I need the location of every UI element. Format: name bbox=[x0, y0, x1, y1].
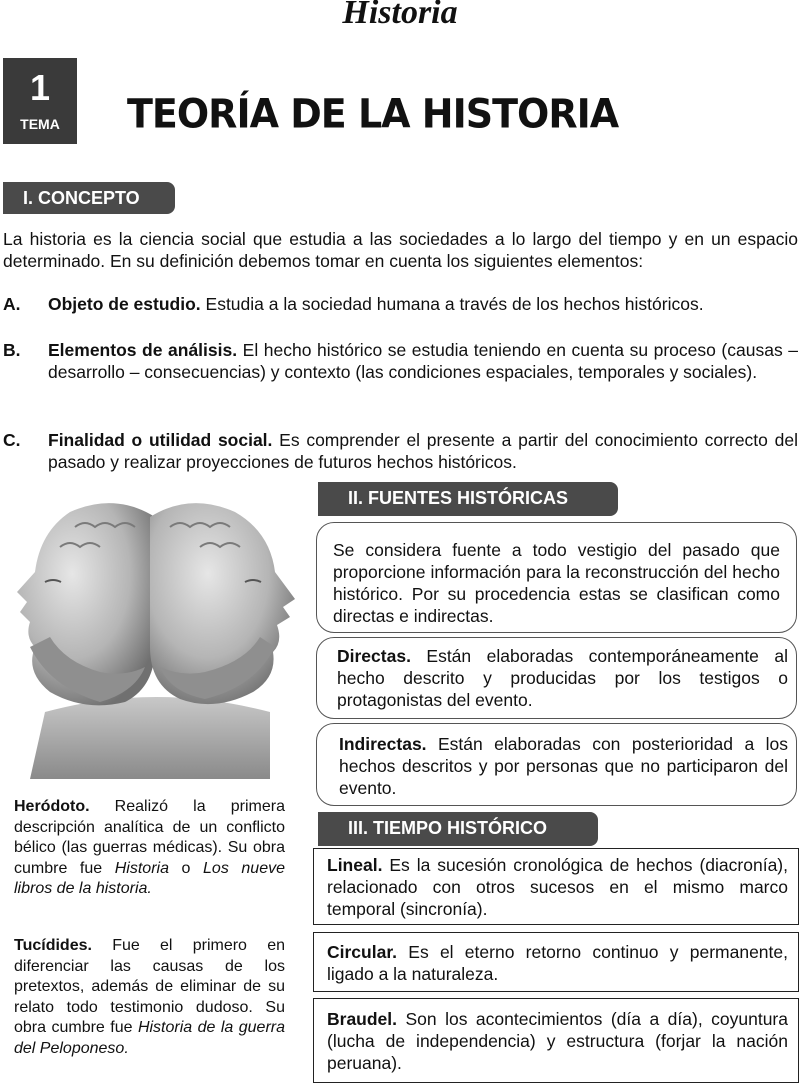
tema-number: 1 bbox=[29, 67, 51, 108]
caption-herodoto bbox=[14, 797, 285, 900]
caption-tucidides-text: Fue el primero en diferenciar las causas de los pretextos, además de eliminar de su relato todo testimonio dudoso. Su obra cumbre fue bbox=[14, 937, 285, 1036]
indirectas-term: Indirectas. bbox=[339, 734, 427, 754]
caption-herodoto-term: Heródoto. bbox=[14, 798, 90, 815]
braudel-term: Braudel. bbox=[327, 1009, 398, 1029]
item-a-text: Estudia a la sociedad humana a través de los hechos históricos. bbox=[200, 294, 704, 314]
directas-box bbox=[316, 637, 797, 719]
caption-tucidides-work: Historia de la guerra del Peloponeso bbox=[14, 1019, 285, 1057]
indirectas-desc: Están elaboradas con posterioridad a los hechos descritos y por personas que no participaron del evento. bbox=[339, 734, 788, 798]
section-fuentes-label: II. FUENTES HISTÓRICAS bbox=[318, 482, 618, 516]
braudel-desc: Son los acontecimientos (día a día), coyuntura (lucha de independencia) y estructura (forjar la nación peruana). bbox=[327, 1009, 788, 1073]
caption-herodoto-mid: o bbox=[168, 859, 204, 877]
header-subject: Historia bbox=[342, 0, 458, 31]
circular-term: Circular. bbox=[327, 942, 398, 962]
item-a bbox=[48, 293, 798, 315]
tema-label: TEMA bbox=[20, 116, 60, 132]
lineal-box bbox=[313, 848, 799, 925]
concepto-intro: La historia es la ciencia social que estudia a las sociedades a lo largo del tiempo y en un espacio determinado. En su definición debemos tomar en cuenta los siguientes elementos: bbox=[3, 229, 798, 271]
item-c-text: Es comprender el presente a partir del conocimiento correcto del pasado y realizar proyecciones de futuros hechos históricos. bbox=[48, 430, 798, 472]
item-c-term: Finalidad o utilidad social. bbox=[48, 430, 273, 450]
directas-text bbox=[337, 645, 788, 711]
item-b-text: El hecho histórico se estudia teniendo en cuenta su proceso (causas – desarrollo – consecuencias) y contexto (las condiciones espaciales, temporales y sociales). bbox=[48, 340, 798, 382]
circular-desc: Es el eterno retorno continuo y permanente, ligado a la naturaleza. bbox=[327, 942, 788, 984]
lineal-term: Lineal. bbox=[327, 855, 383, 875]
caption-herodoto-work1: Historia bbox=[114, 859, 169, 877]
caption-herodoto-text: Realizó la primera descripción analítica de un conflicto bélico (las guerras médicas). Su obra cumbre fue bbox=[14, 798, 285, 877]
tema-badge bbox=[3, 58, 77, 144]
item-b bbox=[48, 339, 798, 383]
circular-text bbox=[327, 941, 788, 985]
braudel-text bbox=[327, 1008, 788, 1074]
herodotus-thucydides-bust-image bbox=[5, 487, 300, 779]
section-tiempo-label: III. TIEMPO HISTÓRICO bbox=[318, 812, 598, 846]
directas-desc: Están elaboradas contemporáneamente al hecho descrito y producidas por los testigos o protagonistas del evento. bbox=[337, 646, 788, 710]
circular-box bbox=[313, 932, 799, 992]
caption-tucidides-end: . bbox=[124, 1039, 129, 1057]
directas-term: Directas. bbox=[337, 646, 411, 666]
caption-tucidides bbox=[14, 936, 285, 1059]
lineal-desc: Es la sucesión cronológica de hechos (diacronía), relacionado con otros sucesos en el mismo marco temporal (sincronía). bbox=[327, 855, 788, 919]
item-a-letter: A. bbox=[3, 294, 21, 314]
caption-herodoto-work2: Los nueve libros de la historia bbox=[14, 859, 285, 897]
braudel-box bbox=[313, 998, 799, 1083]
caption-herodoto-end: . bbox=[147, 880, 152, 897]
item-a-term: Objeto de estudio. bbox=[48, 294, 201, 314]
fuentes-intro-box bbox=[316, 522, 797, 633]
indirectas-box bbox=[316, 723, 797, 806]
item-c-letter: C. bbox=[3, 430, 21, 450]
indirectas-text bbox=[339, 733, 788, 799]
item-c bbox=[48, 429, 798, 473]
lineal-text bbox=[327, 854, 788, 920]
fuentes-intro: Se considera fuente a todo vestigio del pasado que proporcione información para la reconstrucción del hecho histórico. Por su procedencia estas se clasifican como directas e indirectas. bbox=[333, 540, 780, 626]
section-concepto-label: I. CONCEPTO bbox=[3, 182, 175, 214]
item-b-term: Elementos de análisis. bbox=[48, 340, 238, 360]
caption-tucidides-term: Tucídides. bbox=[14, 937, 92, 954]
item-b-letter: B. bbox=[3, 340, 21, 360]
page-title: TEORÍA DE LA HISTORIA bbox=[127, 90, 619, 138]
